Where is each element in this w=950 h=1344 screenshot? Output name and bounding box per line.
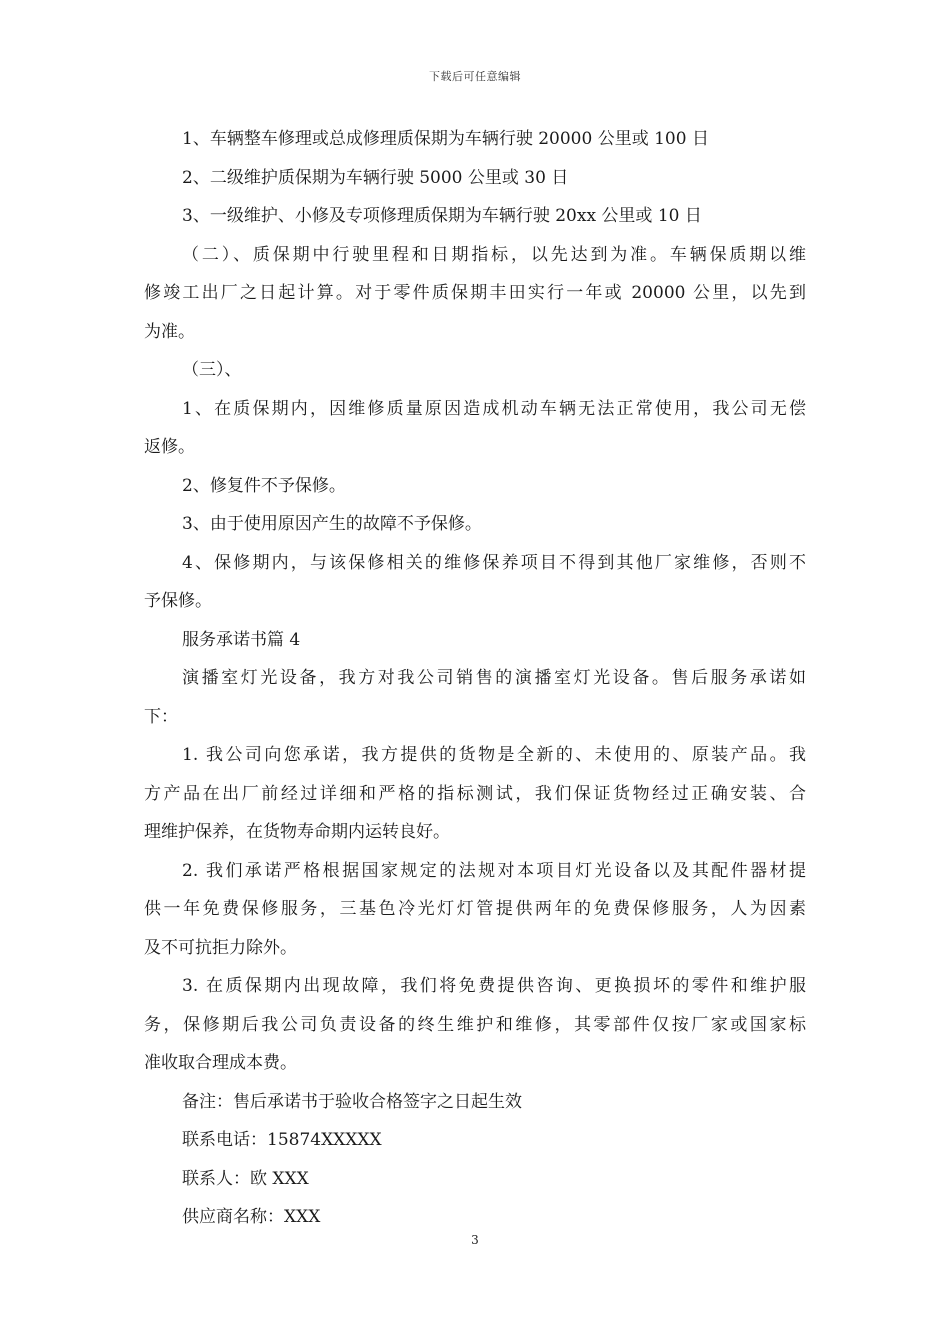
section-three-item-3: 3、由于使用原因产生的故障不予保修。 [182, 514, 482, 534]
paragraph-two-line-1: （二）、质保期中行驶里程和日期指标，以先达到为准。车辆保质期以维 [182, 244, 806, 265]
section-three-item-4-line-2: 予保修。 [144, 591, 212, 611]
document-body [144, 120, 806, 1237]
contact-person: 联系人：欧 XXX [182, 1168, 309, 1189]
section-three-item-4-line-1: 4、保修期内，与该保修相关的维修保养项目不得到其他厂家维修，否则不 [182, 552, 806, 573]
promise-1-line-3: 理维护保养，在货物寿命期内运转良好。 [144, 822, 450, 842]
section-three-item-1-line-2: 返修。 [144, 437, 195, 457]
promise-3-line-2: 务，保修期后我公司负责设备的终生维护和维修，其零部件仅按厂家或国家标 [144, 1014, 806, 1035]
supplier-name: 供应商名称：XXX [182, 1207, 321, 1227]
promise-2-line-3: 及不可抗拒力除外。 [144, 937, 297, 958]
section-three-heading: （三）、 [182, 360, 242, 380]
paragraph-two-line-3: 为准。 [144, 321, 195, 342]
section-three-item-1-line-1: 1、在质保期内，因维修质量原因造成机动车辆无法正常使用，我公司无偿 [182, 398, 806, 419]
remark-line: 备注：售后承诺书于验收合格签字之日起生效 [182, 1091, 522, 1112]
promise-1-line-2: 方产品在出厂前经过详细和严格的指标测试，我们保证货物经过正确安装、合 [144, 783, 806, 804]
section-three-item-2: 2、修复件不予保修。 [182, 475, 346, 496]
intro-line-2: 下： [144, 706, 178, 727]
promise-2-line-1: 2. 我们承诺严格根据国家规定的法规对本项目灯光设备以及其配件器材提 [182, 860, 806, 881]
promise-3-line-3: 准收取合理成本费。 [144, 1053, 297, 1073]
warranty-item-3: 3、一级维护、小修及专项修理质保期为车辆行驶 20xx 公里或 10 日 [182, 206, 702, 226]
contact-phone: 联系电话：15874XXXXX [182, 1130, 382, 1150]
page-header: 下载后可任意编辑 [429, 70, 521, 83]
warranty-item-1: 1、车辆整车修理或总成修理质保期为车辆行驶 20000 公里或 100 日 [182, 129, 709, 149]
section-title: 服务承诺书篇 4 [182, 629, 301, 650]
promise-1-line-1: 1. 我公司向您承诺，我方提供的货物是全新的、未使用的、原装产品。我 [182, 745, 806, 765]
warranty-item-2: 2、二级维护质保期为车辆行驶 5000 公里或 30 日 [182, 167, 569, 188]
page-number: 3 [471, 1233, 479, 1247]
promise-2-line-2: 供一年免费保修服务，三基色冷光灯灯管提供两年的免费保修服务，人为因素 [144, 899, 806, 919]
intro-line-1: 演播室灯光设备，我方对我公司销售的演播室灯光设备。售后服务承诺如 [182, 668, 806, 688]
paragraph-two-line-2: 修竣工出厂之日起计算。对于零件质保期丰田实行一年或 20000 公里，以先到 [144, 283, 806, 303]
promise-3-line-1: 3. 在质保期内出现故障，我们将免费提供咨询、更换损坏的零件和维护服 [182, 976, 806, 996]
